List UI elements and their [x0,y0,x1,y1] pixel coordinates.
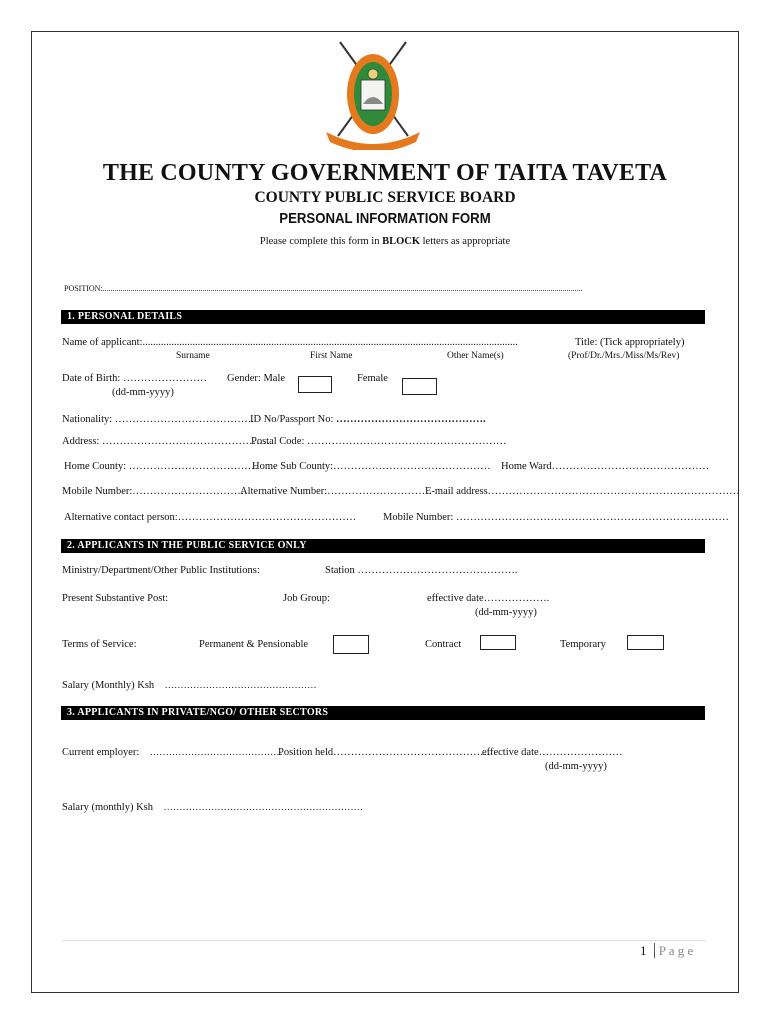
private-salary-field[interactable] [62,802,363,813]
position-dots: ................................................................................................................................................................................................................................................ [102,284,583,293]
alternative-contact-field[interactable]: Alternative contact person:…………………………………………… [64,512,357,523]
form-name: PERSONAL INFORMATION FORM [279,210,491,227]
public-salary-field[interactable] [62,680,317,691]
home-ward-field[interactable]: Home Ward……………………………………… [501,461,710,472]
temporary-checkbox[interactable] [627,635,664,650]
private-effective-date-field[interactable]: effective date…………………… [482,747,623,758]
private-salary-label: Salary (monthly) Ksh [62,802,153,813]
title-options[interactable]: (Prof/Dr./Mrs./Miss/Ms/Rev) [568,351,680,361]
county-emblem-logo [318,38,428,150]
first-name-caption: First Name [310,351,353,361]
contract-checkbox[interactable] [480,635,516,650]
surname-caption: Surname [176,351,210,361]
nationality-field[interactable]: Nationality: …………………………………. [62,414,254,425]
applicant-name-dots: ............................................................................................................................................... [142,337,518,348]
current-employer-label: Current employer: [62,747,140,758]
id-passport-dots: ……………………………………. [336,414,486,425]
email-field[interactable]: E-mail address……………………………………………………………… [425,486,740,497]
section-personal-details-header: 1. PERSONAL DETAILS [61,310,705,324]
page-word: P a g e [658,943,694,958]
board-subtitle: COUNTY PUBLIC SERVICE BOARD [254,189,516,206]
address-field[interactable]: Address: ………………………………………… [62,436,270,447]
date-of-birth-format: (dd-mm-yyyy) [112,387,174,398]
home-county-field[interactable]: Home County: ………………………………. [64,461,258,472]
substantive-post-field[interactable]: Present Substantive Post: [62,593,169,604]
other-names-caption: Other Name(s) [447,351,504,361]
home-sub-county-field[interactable]: Home Sub County:……………………………………… [252,461,491,472]
id-passport-label: ID No/Passport No: [250,414,334,425]
section-public-service-header: 2. APPLICANTS IN THE PUBLIC SERVICE ONLY [61,539,705,553]
position-held-field[interactable]: Position held……………………………………… [278,747,491,758]
mobile-number-field[interactable]: Mobile Number:…………………………… [62,486,248,497]
permanent-checkbox[interactable] [333,635,369,654]
effective-date-format: (dd-mm-yyyy) [475,607,537,618]
instruction-text [31,236,739,247]
private-effective-date-format: (dd-mm-yyyy) [545,761,607,772]
gender-male-checkbox[interactable] [298,376,332,393]
instruction-pre: Please complete this form in [259,236,383,247]
section-private-sector-header: 3. APPLICANTS IN PRIVATE/NGO/ OTHER SECTORS [61,706,705,720]
alternative-contact-mobile-field[interactable]: Mobile Number: …………………………………………………………………… [383,512,729,523]
position-field[interactable] [64,284,700,293]
terms-of-service-label: Terms of Service: [62,639,137,650]
id-passport-field[interactable] [250,414,486,425]
current-employer-dots: …………………………………… [149,748,283,758]
station-field[interactable]: Station ………………………………………. [325,565,518,576]
permanent-label: Permanent & Pensionable [199,639,309,650]
effective-date-field[interactable]: effective date………………. [427,593,550,604]
gender-female-label: Female [357,373,388,384]
position-label: POSITION: [64,284,103,293]
temporary-label: Temporary [560,639,606,650]
contract-label: Contract [425,639,462,650]
public-salary-label: Salary (Monthly) Ksh [62,680,155,691]
job-group-field[interactable]: Job Group: [283,593,330,604]
private-salary-dots: ……………………………………………………… [163,803,363,813]
public-salary-dots: ………………………………………… [164,681,317,691]
applicant-name-label: Name of applicant: [62,337,143,348]
applicant-name-field[interactable] [62,337,572,348]
gender-male-label: Gender: Male [227,373,286,384]
instruction-post: letters as appropriate [420,236,511,247]
title-label: Title: (Tick appropriately) [575,337,685,348]
page-number: 1 [640,943,647,958]
ministry-field[interactable]: Ministry/Department/Other Public Institutions: [62,565,260,576]
date-of-birth-field[interactable]: Date of Birth: …………………… [62,373,207,384]
gender-female-checkbox[interactable] [402,378,437,395]
current-employer-field[interactable] [62,747,283,758]
document-title: THE COUNTY GOVERNMENT OF TAITA TAVETA [102,160,668,186]
page-number-footer [640,943,693,959]
instruction-bold: BLOCK [382,236,421,247]
alternative-number-field[interactable]: Alternative Number:………………………… [240,486,433,497]
postal-code-field[interactable]: Postal Code: ………………………………………………… [251,436,507,447]
footer-divider [62,940,706,941]
